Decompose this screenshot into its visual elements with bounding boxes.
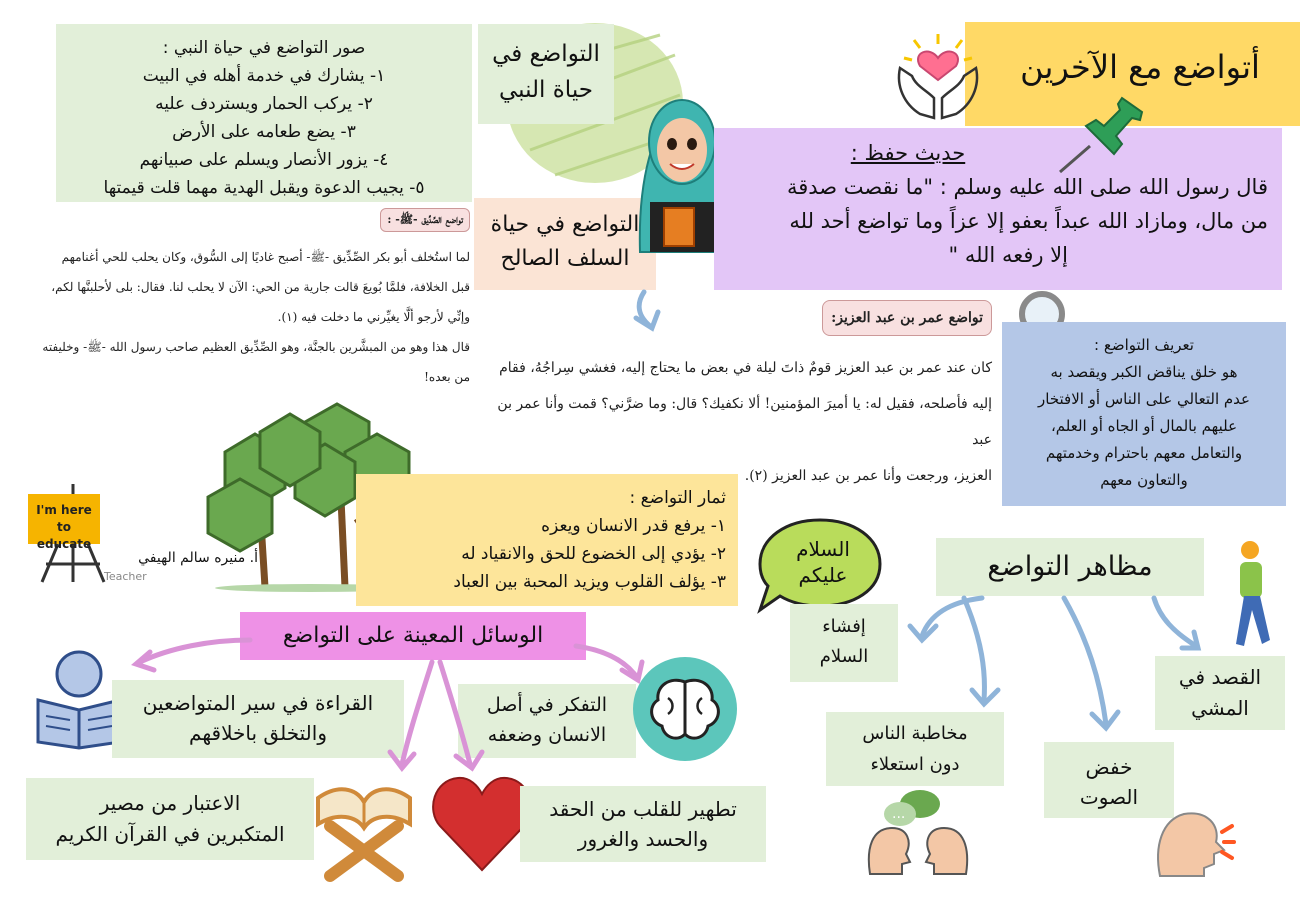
list-item: ١- يشارك في خدمة أهله في البيت [142, 66, 386, 86]
salam-item-line: إفشاء [822, 616, 866, 637]
svg-text:...: ... [892, 806, 906, 822]
reading-line: والتخلق باخلاقهم [189, 721, 327, 745]
reading-line: القراءة في سير المتواضعين [142, 691, 374, 715]
omar-line: كان عند عمر بن عبد العزيز قومٌ ذاتَ ليلة في بعض ما يحتاج إليه، فغشي سِراجُهُ، فقام [499, 360, 992, 376]
definition-line: عليهم بالمال أو الجاه أو العلم، [1050, 417, 1238, 435]
speech-item-line: مخاطبة الناس [862, 723, 968, 744]
abubakr-title: تواضع الصِّدِّيق -ﷺ- : [380, 208, 470, 232]
abubakr-line: لما استُخلف أبو بكر الصِّدِّيق -ﷺ- أصبح غاديًا إلى السُّوق، وكان يحلب للحي أغنامهم [61, 250, 470, 264]
thinking-line: التفكر في أصل [486, 694, 608, 716]
fruit-item: ٣- يؤلف القلوب ويزيد المحبة بين العباد [453, 572, 726, 592]
omar-title: تواضع عمر بن عبد العزيز: [822, 300, 992, 336]
abubakr-line: من بعده! [424, 370, 470, 384]
abubakr-line: قال هذا وهو من المبشَّرين بالجنَّة، وهو الصِّدِّيق العظيم صاحب رسول الله -ﷺ- وخليفته [42, 340, 470, 354]
lesson-line: المتكبرين في القرآن الكريم [55, 822, 285, 846]
salam-bubble-line: السلام [796, 537, 850, 561]
definition-line: والتعاون معهم [1100, 471, 1188, 489]
fruits-heading: ثمار التواضع : [629, 488, 726, 508]
walk-item-line: المشي [1191, 696, 1249, 720]
walk-item-line: القصد في [1178, 665, 1262, 689]
definition-line: والتعامل معهم باحترام وخدمتهم [1045, 444, 1243, 462]
teacher-sign-line: I'm here [36, 503, 92, 517]
teacher-sign-line: to educate [36, 520, 92, 551]
abubakr-line: قبل الخلافة، فلمَّا بُويعَ قالت جارية من الحي: الآن لا يحلب لنا. فقال: بلى لأحلبنَّها لكم، [51, 280, 470, 294]
list-item: ٣- يضع طعامه على الأرض [172, 122, 356, 142]
fruit-item: ١- يرفع قدر الانسان ويعزه [541, 516, 726, 536]
omar-line: إليه فأصلحه، فقيل له: يا أميرَ المؤمنين! ألا نكفيك؟ قال: وما ضرَّني؟ قمت وأنا عمر بن عبد [497, 396, 992, 448]
teacher-name: أ. منيره سالم الهيفي [138, 550, 258, 566]
voice-item-line: الصوت [1079, 785, 1139, 809]
page-title: أتواضع مع الآخرين [1020, 48, 1260, 86]
salam-bubble-line: عليكم [798, 563, 848, 587]
list-item: ٥- يجيب الدعوة ويقبل الهدية مهما قلت قيمتها [103, 178, 425, 198]
lesson-line: الاعتبار من مصير [99, 791, 241, 815]
hadith-heading: حديث حفظ : [850, 141, 966, 165]
list-item: ٤- يزور الأنصار ويسلم على صبيانهم [139, 150, 389, 170]
teacher-role: Teacher [104, 570, 147, 583]
prophet-label-line: حياة النبي [499, 77, 593, 103]
prophet-box-heading: صور التواضع في حياة النبي : [162, 38, 366, 58]
hadith-line: إلا رفعه الله " [948, 243, 1068, 267]
heart-line: تطهير للقلب من الحقد [549, 797, 737, 821]
definition-line: عدم التعالي على الناس أو الافتخار [1038, 390, 1250, 408]
speech-item-line: دون استعلاء [870, 754, 960, 775]
definition-line: هو خلق يناقض الكبر ويقصد به [1050, 363, 1238, 381]
abubakr-line: وإنِّي لأرجو ألَّا يغيِّرني ما دخلت فيه (١). [277, 310, 470, 324]
hadith-line: من مال، ومازاد الله عبداً بعفو إلا عزاً وما تواضع أحد لله [789, 209, 1268, 233]
definition-heading: تعريف التواضع : [1094, 336, 1194, 354]
fruit-item: ٢- يؤدي إلى الخضوع للحق والانقياد له [461, 544, 726, 564]
manifestations-title: مظاهر التواضع [987, 551, 1153, 582]
list-item: ٢- يركب الحمار ويستردف عليه [155, 94, 373, 114]
salaf-label-line: السلف الصالح [500, 246, 630, 271]
means-title: الوسائل المعينة على التواضع [282, 623, 544, 648]
salam-item-line: السلام [819, 646, 869, 667]
heart-line: والحسد والغرور [577, 827, 709, 851]
prophet-label-line: التواضع في [492, 41, 600, 67]
voice-item-line: خفض [1085, 755, 1133, 779]
hadith-line: قال رسول الله صلى الله عليه وسلم : "ما نقصت صدقة [786, 175, 1268, 199]
omar-line: العزيز، ورجعت وأنا عمر بن عبد العزيز (٢). [744, 468, 992, 484]
thinking-line: الانسان وضعفه [487, 724, 607, 746]
salaf-label-line: التواضع في حياة [490, 212, 640, 237]
